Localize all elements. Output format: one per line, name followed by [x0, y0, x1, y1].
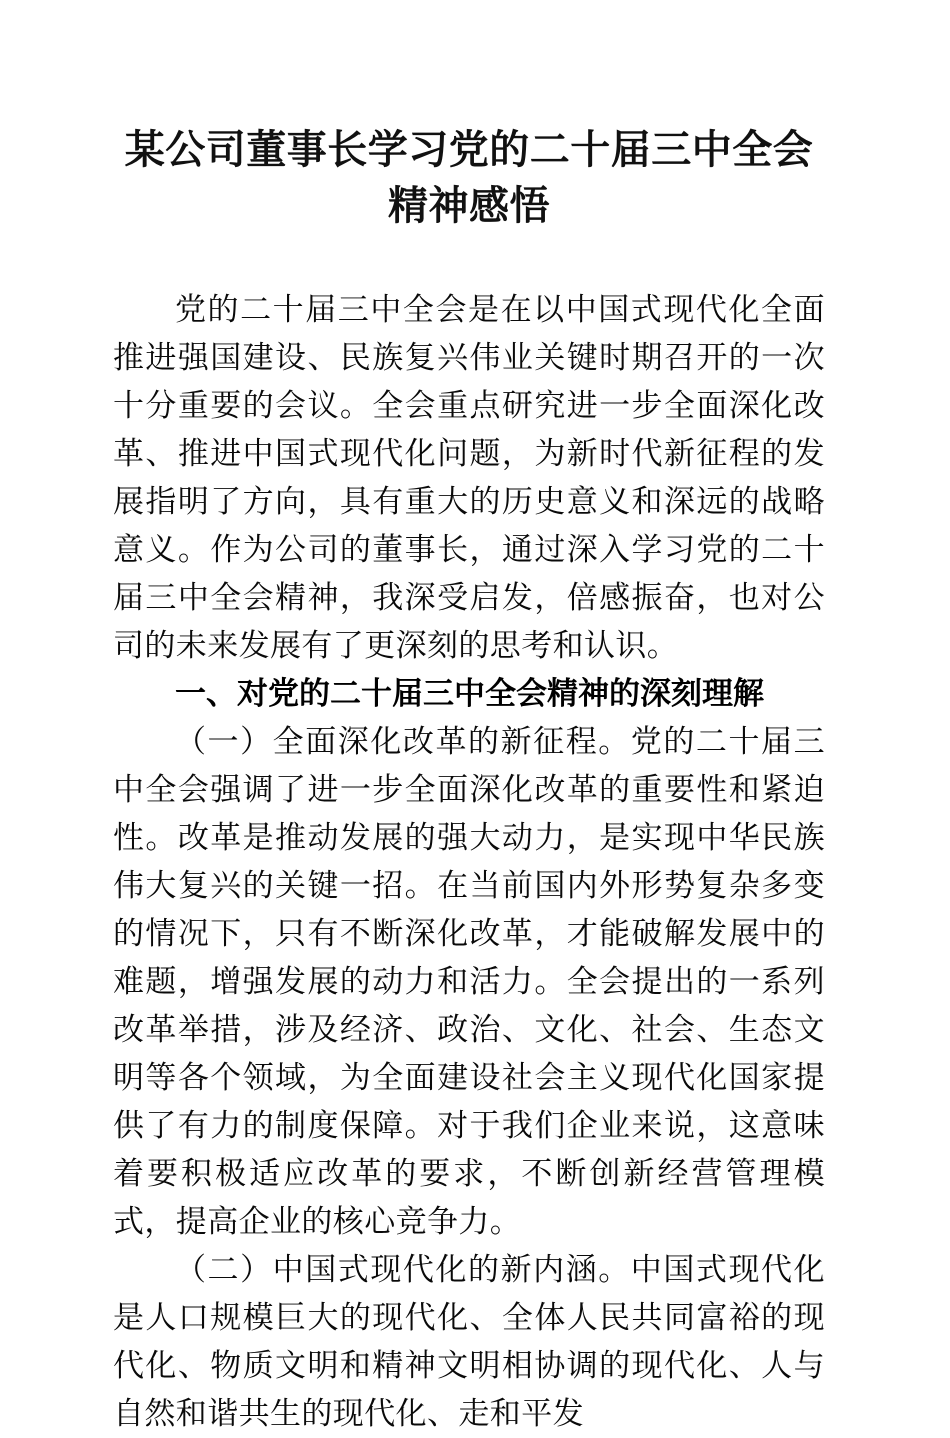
- subsection-paragraph-two: （二）中国式现代化的新内涵。中国式现代化是人口规模巨大的现代化、全体人民共同富裕的现代化、物质文明和精神文明相协调的现代化、人与自然和谐共生的现代化、走和平发: [113, 1252, 825, 1431]
- document-body: [113, 286, 825, 1438]
- document-title: 某公司董事长学习党的二十届三中全会精神感悟: [124, 126, 814, 229]
- subsection-paragraph-one: （一）全面深化改革的新征程。党的二十届三中全会强调了进一步全面深化改革的重要性和紧迫性。改革是推动发展的强大动力，是实现中华民族伟大复兴的关键一招。在当前国内外形势复杂多变的情况下，只有不断深化改革，才能破解发展中的难题，增强发展的动力和活力。全会提出的一系列改革举措，涉及经济、政治、文化、社会、生态文明等各个领域，为全面建设社会主义现代化国家提供了有力的制度保障。对于我们企业来说，这意味着要积极适应改革的要求，不断创新经营管理模式，提高企业的核心竞争力。: [113, 724, 825, 1239]
- opening-paragraph: 党的二十届三中全会是在以中国式现代化全面推进强国建设、民族复兴伟业关键时期召开的一次十分重要的会议。全会重点研究进一步全面深化改革、推进中国式现代化问题，为新时代新征程的发展指明了方向，具有重大的历史意义和深远的战略意义。作为公司的董事长，通过深入学习党的二十届三中全会精神，我深受启发，倍感振奋，也对公司的未来发展有了更深刻的思考和认识。: [113, 292, 825, 663]
- section-heading-one: 一、对党的二十届三中全会精神的深刻理解: [175, 676, 764, 711]
